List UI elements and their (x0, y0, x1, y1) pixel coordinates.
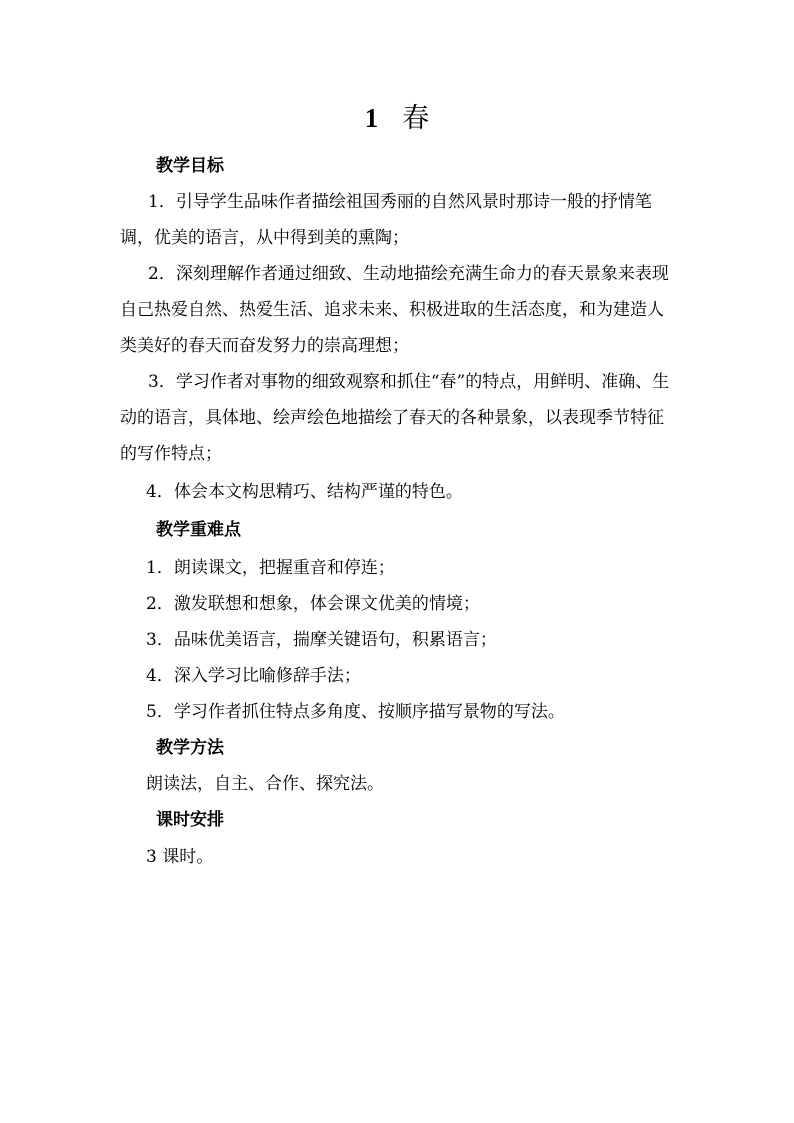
methods-text: 朗读法，自主、合作、探究法。 (146, 774, 384, 794)
key-point-item-2: 2．激发联想和想象，体会课文优美的情境； (146, 594, 480, 614)
key-point-item-5: 5．学习作者抓住特点多角度、按顺序描写景物的写法。 (146, 702, 565, 722)
lesson-number: 1 (364, 103, 379, 133)
key-point-item-4: 4．深入学习比喻修辞手法； (146, 666, 361, 686)
schedule-text: 3 课时。 (146, 847, 214, 867)
page-title (0, 100, 794, 137)
section-heading-key-points: 教学重难点 (156, 520, 241, 540)
goal-item-1: 1．引导学生品味作者描绘祖国秀丽的自然风景时那诗一般的抒情笔调，优美的语言，从中得到美的熏陶； (120, 192, 652, 248)
key-point-item-1: 1．朗读课文，把握重音和停连； (146, 558, 395, 578)
section-heading-schedule: 课时安排 (156, 810, 224, 830)
goal-item-2: 2．深刻理解作者通过细致、生动地描绘充满生命力的春天景象来表现自己热爱自然、热爱生活、追求未来、积极进取的生活态度，和为建造人类美好的春天而奋发努力的崇高理想； (120, 264, 669, 356)
lesson-title: 春 (402, 103, 430, 134)
section-heading-goals: 教学目标 (156, 156, 224, 176)
key-point-item-3: 3．品味优美语言，揣摩关键语句，积累语言； (146, 630, 497, 650)
goal-item-4: 4．体会本文构思精巧、结构严谨的特色。 (146, 482, 463, 502)
section-heading-methods: 教学方法 (156, 738, 224, 758)
goal-item-3: 3．学习作者对事物的细致观察和抓住“春”的特点，用鲜明、准确、生动的语言，具体地、绘声绘色地描绘了春天的各种景象，以表现季节特征的写作特点； (120, 372, 670, 464)
